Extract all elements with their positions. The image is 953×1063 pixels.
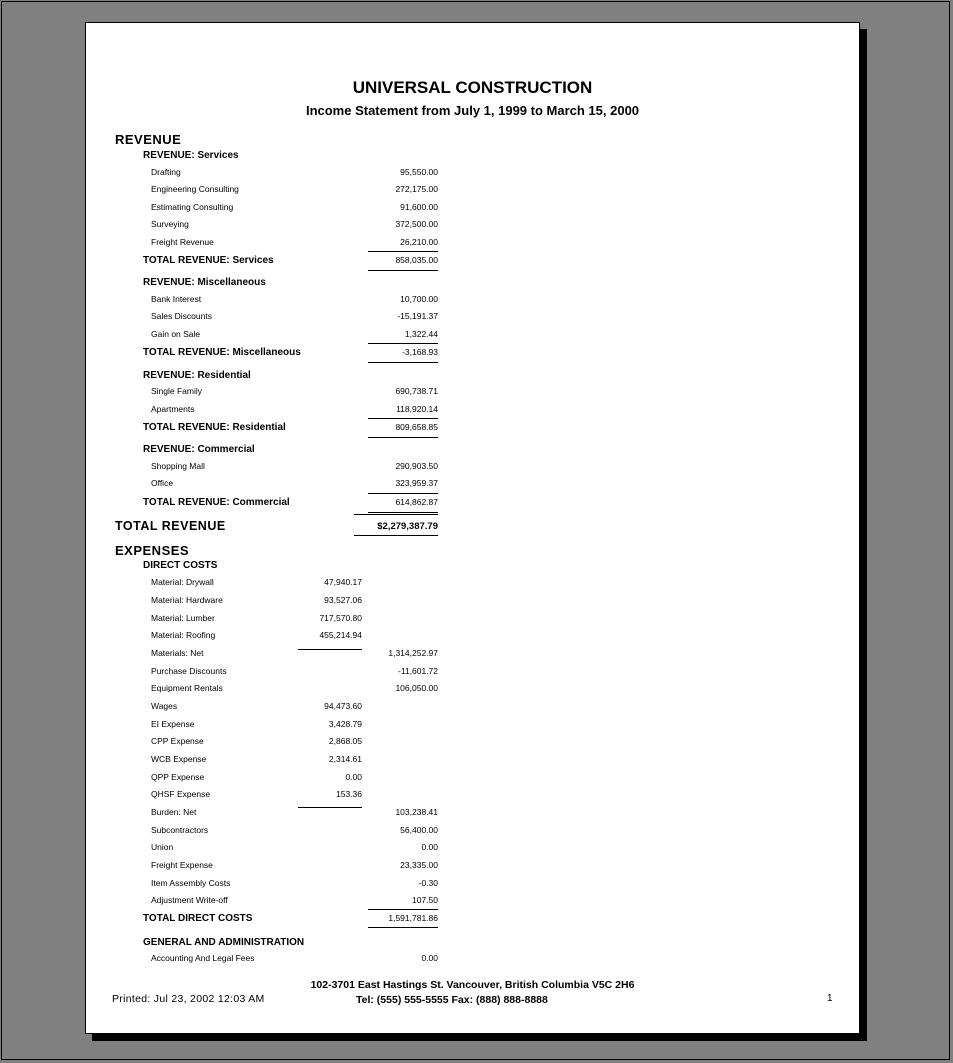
group-total-label: TOTAL REVENUE: Commercial [143,497,290,508]
total-revenue-amount: $2,279,387.79 [377,521,438,532]
line-item-label: Material: Lumber [151,613,215,623]
line-item-label: Equipment Rentals [151,683,223,693]
subtotal-rule [298,649,362,650]
line-item-label: Freight Revenue [151,237,214,247]
line-item-label: Engineering Consulting [151,184,239,194]
group-total-amount: 809,658.85 [395,422,438,432]
line-item-amount: 26,210.00 [400,237,438,247]
line-item-amount: 107.50 [412,895,438,905]
revenue-group-title: REVENUE: Services [143,150,239,161]
line-item-sub-amount: 2,314.61 [328,754,362,764]
line-item-label: Item Assembly Costs [151,878,231,888]
total-direct-costs-amount: 1,591,781.86 [388,913,438,923]
line-item-amount: 56,400.00 [400,825,438,835]
report-subtitle: Income Statement from July 1, 1999 to March 15, 2000 [305,103,640,118]
line-item-amount: 0.00 [421,842,438,852]
line-item-label: Material: Hardware [151,595,223,605]
group-total-label: TOTAL REVENUE: Services [143,255,274,266]
total-direct-costs-label: TOTAL DIRECT COSTS [143,913,253,924]
direct-costs-title: DIRECT COSTS [143,560,218,571]
line-item-label: Single Family [151,386,203,396]
line-item-label: Gain on Sale [151,329,201,339]
expenses-heading: EXPENSES [115,543,190,558]
line-item-amount: -0.30 [418,878,438,888]
page-number: 1 [827,993,833,1004]
line-item-sub-amount: 455,214.94 [319,630,362,640]
line-item-label: Subcontractors [151,825,209,835]
group-total-amount: 614,862.87 [395,497,438,507]
total-rule-bottom [368,512,438,513]
line-item-amount: 323,959.37 [395,478,438,488]
printed-timestamp: Printed: Jul 23, 2002 12:03 AM [112,993,265,1005]
line-item-sub-amount: 2,868.05 [328,736,362,746]
line-item-amount: 95,550.00 [400,167,438,177]
line-item-label: CPP Expense [151,736,204,746]
line-item-amount: 690,738.71 [395,386,438,396]
group-total-amount: 858,035.00 [395,255,438,265]
total-revenue-label: TOTAL REVENUE [115,519,226,533]
grand-total-rule-bottom [354,535,438,536]
line-item-label: Bank Interest [151,294,202,304]
line-item-label: Adjustment Write-off [151,895,228,905]
line-item-amount: 91,600.00 [400,202,438,212]
total-rule-bottom [368,437,438,438]
group-total-label: TOTAL REVENUE: Miscellaneous [143,347,301,358]
line-item-label: Sales Discounts [151,311,212,321]
grand-total-rule-top [354,514,438,515]
line-item-label: WCB Expense [151,754,207,764]
line-item-amount: 103,238.41 [395,807,438,817]
line-item-amount: 1,322.44 [404,329,438,339]
line-item-sub-amount: 93,527.06 [324,595,362,605]
total-rule-top [368,418,438,419]
total-rule-top [368,251,438,252]
line-item-label: Burden: Net [151,807,197,817]
line-item-label: Drafting [151,167,181,177]
line-item-amount: 1,314,252.97 [388,648,438,658]
report-page [85,22,860,1034]
line-item-label: Materials: Net [151,648,204,658]
footer-address: 102-3701 East Hastings St. Vancouver, British Columbia V5C 2H6 [310,979,635,991]
line-item-label: Estimating Consulting [151,202,234,212]
line-item-label: QHSF Expense [151,789,211,799]
line-item-amount: 272,175.00 [395,184,438,194]
line-item-sub-amount: 717,570.80 [319,613,362,623]
line-item-label: Material: Roofing [151,630,216,640]
line-item-label: Shopping Mall [151,461,205,471]
line-item-label: Purchase Discounts [151,666,227,676]
line-item-amount: -15,191.37 [397,311,438,321]
total-rule-top [368,493,438,494]
footer-phone: Tel: (555) 555-5555 Fax: (888) 888-8888 [356,994,548,1006]
total-rule-top [368,909,438,910]
line-item-sub-amount: 47,940.17 [324,577,362,587]
total-rule-bottom [368,270,438,271]
revenue-group-title: REVENUE: Commercial [143,444,255,455]
line-item-amount: 10,700.00 [400,294,438,304]
total-rule-bottom [368,362,438,363]
line-item-amount: 290,903.50 [395,461,438,471]
line-item-amount: 23,335.00 [400,860,438,870]
line-item-label: Union [151,842,174,852]
line-item-label: EI Expense [151,719,195,729]
line-item-label: Material: Drywall [151,577,214,587]
line-item-amount: 0.00 [421,953,438,963]
line-item-sub-amount: 0.00 [345,772,362,782]
line-item-label: Office [151,478,174,488]
line-item-amount: 106,050.00 [395,683,438,693]
line-item-sub-amount: 3,428.79 [328,719,362,729]
line-item-label: Surveying [151,219,189,229]
total-rule-bottom [368,927,438,928]
line-item-label: Freight Expense [151,860,213,870]
revenue-group-title: REVENUE: Residential [143,370,251,381]
revenue-group-title: REVENUE: Miscellaneous [143,277,266,288]
ga-title: GENERAL AND ADMINISTRATION [143,937,305,948]
company-name: UNIVERSAL CONSTRUCTION [352,78,593,97]
line-item-label: QPP Expense [151,772,205,782]
group-total-label: TOTAL REVENUE: Residential [143,422,286,433]
line-item-label: Accounting And Legal Fees [151,953,255,963]
line-item-sub-amount: 94,473.60 [324,701,362,711]
line-item-amount: 118,920.14 [396,404,438,414]
line-item-amount: -11,601.72 [397,666,438,676]
subtotal-rule [298,807,362,808]
revenue-heading: REVENUE [115,132,182,147]
total-rule-top [368,343,438,344]
line-item-sub-amount: 153.36 [336,789,362,799]
line-item-label: Wages [151,701,178,711]
line-item-amount: 372,500.00 [395,219,438,229]
group-total-amount: -3,168.93 [402,347,438,357]
line-item-label: Apartments [151,404,195,414]
